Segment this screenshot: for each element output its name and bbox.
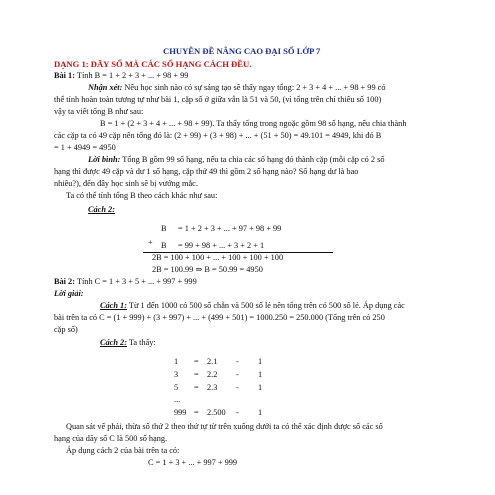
method-2-intro-text: Ta thấy: <box>128 338 156 347</box>
method-1-text-1: Từ 1 đến 1000 có 500 số chẵn và 500 số lẻ nên tổng trên có 500 số lẻ. Áp dụng các <box>128 301 405 310</box>
sum-row-1-var: B <box>161 224 167 233</box>
observation-line-1: Quan sát vế phải, thừa số thứ 2 theo thứ tự từ trên xuống dưới ta có thể xác định được số các số <box>66 422 383 431</box>
row-minus: - <box>236 383 239 392</box>
row-minus: - <box>236 357 239 366</box>
remark-text-1: Nếu học sinh nào có sự sáng tạo sẽ thấy ngay tổng: 2 + 3 + 4 + ... + 98 + 99 có <box>124 83 386 92</box>
plus-sign: + <box>148 238 153 247</box>
problem-2-text: Tính C = 1 + 3 + 5 + ... + 997 + 999 <box>76 277 197 286</box>
row-lhs: 5 <box>174 383 179 392</box>
comment-line-1 <box>88 155 385 165</box>
problem-1-text: Tính B = 1 + 2 + 3 + ... + 98 + 99 <box>76 71 189 80</box>
section-heading: DẠNG 1: DÃY SỐ MÀ CÁC SỐ HẠNG CÁCH ĐỀU. <box>54 59 252 69</box>
comment-line-3: nhiêu?), đến đây học sinh sẽ bị vướng mắc. <box>54 179 198 188</box>
remark-line-2: thể tính hoàn toàn tương tự như bài 1, cặp số ở giữa vẫn là 51 và 50, (vì tổng trên chỉ thiếu số 100) <box>54 95 382 104</box>
comment-text-1: Tổng B gồm 99 số hạng, nếu ta chia các số hạng đó thành cặp (mỗi cặp có 2 số <box>122 155 385 164</box>
method-1-label: Cách 1: <box>100 301 127 310</box>
row-eq: = <box>194 383 199 392</box>
method-1-line-1 <box>100 301 405 311</box>
sum-row-1-expr: = 1 + 2 + 3 + ... + 97 + 98 + 99 <box>178 224 282 233</box>
method-2-intro <box>100 338 156 348</box>
remark-line-3: vậy ta viết tổng B như sau: <box>54 107 144 116</box>
row-ellipsis: ... <box>174 395 181 404</box>
sum-result-row: 2B = 100 + 100 + ... + 100 + 100 + 100 <box>152 253 284 262</box>
solution-label: Lời giải: <box>54 289 84 298</box>
comment-line-2: hạng thì được 49 cặp và dư 1 số hạng, cặp thứ 49 thì gồm 2 số hạng nào? Số hạng dư là bao <box>54 167 359 176</box>
method-2-label-p1: Cách 2: <box>88 205 115 214</box>
sum-final-row: 2B = 100.99 ⇒ B = 50.99 = 4950 <box>152 265 263 274</box>
problem-1 <box>54 71 188 81</box>
observation-line-4: C = 1 + 3 + ... + 997 + 999 <box>148 458 238 467</box>
row-minus: - <box>236 370 239 379</box>
row-one: 1 <box>258 408 263 417</box>
remark-line-5: các cặp ta có 49 cặp nên tổng đó là: (2 + 99) + (3 + 98) + ... + (51 + 50) = 49.101 = 4949, khi đó B <box>54 131 382 140</box>
remark-line-4: B = 1 + (2 + 3 + 4 + ... + 98 + 99). Ta thấy tổng trong ngoặc gồm 98 số hạng, nếu chia thành <box>100 119 407 128</box>
problem-1-label: Bài 1: <box>54 71 75 80</box>
row-one: 1 <box>258 383 263 392</box>
sum-row-2-var: B <box>161 241 167 250</box>
row-lhs: 999 <box>174 408 187 417</box>
sum-row-2-expr: = 99 + 98 + ... + 3 + 2 + 1 <box>178 241 265 250</box>
remark-line-1 <box>88 83 386 93</box>
row-product: 2.3 <box>207 383 218 392</box>
row-product: 2.2 <box>207 370 218 379</box>
remark-line-6: = 1 + 4949 = 4950 <box>54 143 116 152</box>
row-eq: = <box>194 370 199 379</box>
row-one: 1 <box>258 370 263 379</box>
row-product: 2.1 <box>207 357 218 366</box>
observation-line-3: Áp dụng cách 2 của bài trên ta có: <box>66 446 180 455</box>
problem-2-label: Bài 2: <box>54 277 75 286</box>
row-lhs: 1 <box>174 357 179 366</box>
method-1-line-3: cặp số) <box>54 325 78 334</box>
row-minus: - <box>236 408 239 417</box>
comment-label: Lời bình: <box>88 155 121 164</box>
document-title: CHUYÊN ĐỀ NÂNG CAO ĐẠI SỐ LỚP 7 <box>163 46 321 56</box>
row-eq: = <box>194 408 199 417</box>
row-eq: = <box>194 357 199 366</box>
comment-line-4: Ta có thể tính tổng B theo cách khác như sau: <box>66 191 218 200</box>
row-product: 2.500 <box>207 408 226 417</box>
observation-line-2: hạng của dãy số C là 500 số hạng. <box>54 434 168 443</box>
method-1-line-2: bài trên ta có C = (1 + 999) + (3 + 997) + ... + (499 + 501) = 1000.250 = 250.000 (Tổng trên có 250 <box>54 313 385 322</box>
method-2-label-p2: Cách 2: <box>100 338 127 347</box>
row-one: 1 <box>258 357 263 366</box>
row-lhs: 3 <box>174 370 179 379</box>
problem-2 <box>54 277 197 287</box>
remark-label: Nhận xét: <box>88 83 123 92</box>
